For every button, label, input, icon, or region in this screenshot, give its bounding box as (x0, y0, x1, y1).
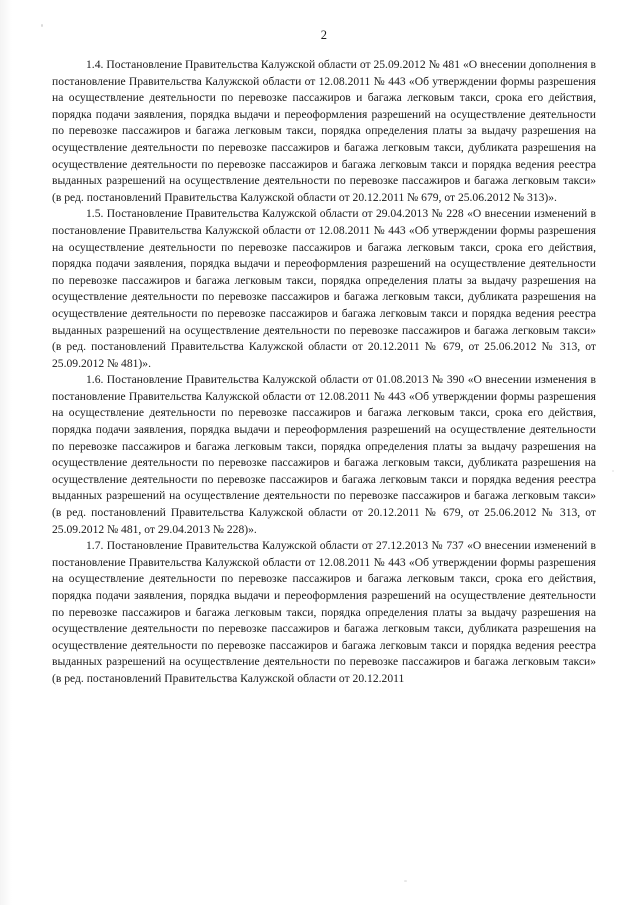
paragraph-1-6: 1.6. Постановление Правительства Калужской области от 01.08.2013 № 390 «О внесении изменения в постановление Правительства Калужской области от 12.08.2011 № 443 «Об утверждении формы разрешения на осуществление деятельности по перевозке пассажиров и багажа легковым такси, срока его действия, порядка подачи заявления, порядка выдачи и переоформления разрешений на осуществление деятельности по перевозке пассажиров и багажа легковым такси, порядка определения платы за выдачу разрешения на осуществление деятельности по перевозке пассажиров и багажа легковым такси, дубликата разрешения на осуществление деятельности по перевозке пассажиров и багажа легковым такси и порядка ведения реестра выданных разрешений на осуществление деятельности по перевозке пассажиров и багажа легковым такси» (в ред. постановлений Правительства Калужской области от 20.12.2011 № 679, от 25.06.2012 № 313, от 25.09.2012 № 481, от 29.04.2013 № 228)». (52, 373, 596, 536)
paragraph-1-5: 1.5. Постановление Правительства Калужской области от 29.04.2013 № 228 «О внесении изменений в постановление Правительства Калужской области от 12.08.2011 № 443 «Об утверждении формы разрешения на осуществление деятельности по перевозке пассажиров и багажа легковым такси, срока его действия, порядка подачи заявления, порядка выдачи и переоформления разрешений на осуществление деятельности по перевозке пассажиров и багажа легковым такси, порядка определения платы за выдачу разрешения на осуществление деятельности по перевозке пассажиров и багажа легковым такси, дубликата разрешения на осуществление деятельности по перевозке пассажиров и багажа легковым такси и порядка ведения реестра выданных разрешений на осуществление деятельности по перевозке пассажиров и багажа легковым такси» (в ред. постановлений Правительства Калужской области от 20.12.2011 № 679, от 25.06.2012 № 313, от 25.09.2012 № 481)». (52, 207, 596, 370)
scan-speck (41, 24, 43, 27)
scan-speck (612, 470, 614, 472)
scan-speck (404, 880, 407, 882)
paragraph-1-4: 1.4. Постановление Правительства Калужской области от 25.09.2012 № 481 «О внесении дополнения в постановление Правительства Калужской области от 12.08.2011 № 443 «Об утверждении формы разрешения на осуществление деятельности по перевозке пассажиров и багажа легковым такси, срока его действия, порядка подачи заявления, порядка выдачи и переоформления разрешений на осуществление деятельности по перевозке пассажиров и багажа легковым такси, порядка определения платы за выдачу разрешения на осуществление деятельности по перевозке пассажиров и багажа легковым такси, дубликата разрешения на осуществление деятельности по перевозке пассажиров и багажа легковым такси и порядка ведения реестра выданных разрешений на осуществление деятельности по перевозке пассажиров и багажа легковым такси» (в ред. постановлений Правительства Калужской области от 20.12.2011 № 679, от 25.06.2012 № 313)». (52, 58, 596, 204)
paragraph-1-7: 1.7. Постановление Правительства Калужской области от 27.12.2013 № 737 «О внесении изменений в постановление Правительства Калужской области от 12.08.2011 № 443 «Об утверждении формы разрешения на осуществление деятельности по перевозке пассажиров и багажа легковым такси, срока его действия, порядка подачи заявления, порядка выдачи и переоформления разрешений на осуществление деятельности по перевозке пассажиров и багажа легковым такси, порядка определения платы за выдачу разрешения на осуществление деятельности по перевозке пассажиров и багажа легковым такси, дубликата разрешения на осуществление деятельности по перевозке пассажиров и багажа легковым такси и порядка ведения реестра выданных разрешений на осуществление деятельности по перевозке пассажиров и багажа легковым такси» (в ред. постановлений Правительства Калужской области от 20.12.2011 (52, 539, 596, 685)
document-body (52, 57, 596, 688)
page-edge-shadow (0, 0, 12, 905)
page-number: 2 (320, 28, 328, 42)
